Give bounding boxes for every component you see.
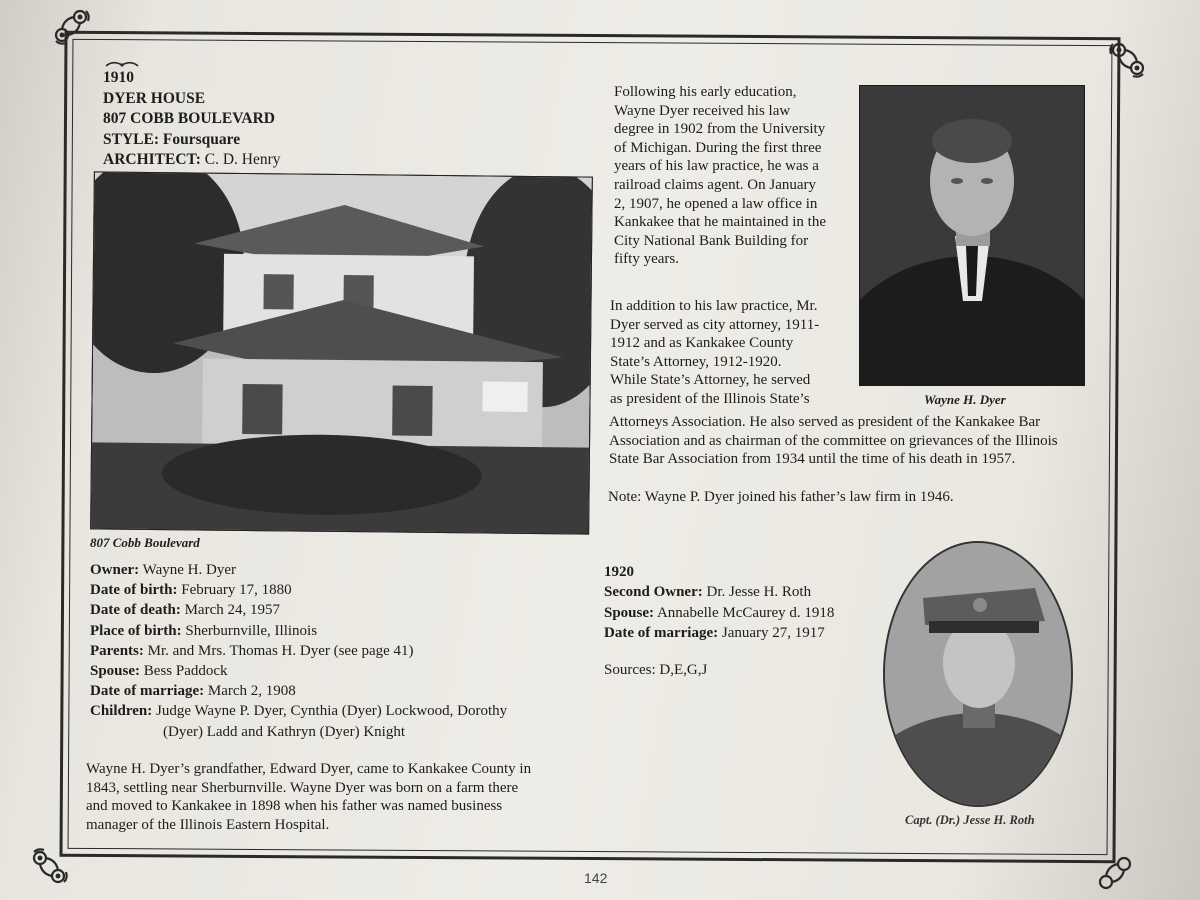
paragraph-line: Kankakee that he maintained in the <box>614 214 826 231</box>
education-paragraph <box>614 83 854 269</box>
paragraph-line: 2, 1907, he opened a law office in <box>614 195 818 212</box>
owner-value: Wayne H. Dyer <box>142 562 236 578</box>
second-owner-value: Dr. Jesse H. Roth <box>706 584 812 601</box>
house-heading <box>103 68 281 171</box>
second-owner-year <box>604 562 834 582</box>
marriage-value: March 2, 1908 <box>207 683 296 700</box>
second-owner-facts <box>604 562 834 643</box>
second-spouse-row <box>604 603 834 623</box>
second-owner-year-value: 1920 <box>604 564 634 580</box>
sources-line: Sources: D,E,G,J <box>604 662 708 678</box>
paragraph-line: Association and as chairman of the committee on grievances of the Illinois <box>609 432 1058 449</box>
paragraph-line: fifty years. <box>614 251 679 268</box>
spouse-label: Spouse: <box>90 663 141 680</box>
jesse-roth-portrait <box>883 541 1073 807</box>
paragraph-line: and moved to Kankakee in 1898 when his father was named business <box>86 798 503 815</box>
children-row-continued <box>90 722 507 742</box>
roth-portrait-caption: Capt. (Dr.) Jesse H. Roth <box>905 813 1035 827</box>
house-name: DYER HOUSE <box>103 89 206 107</box>
paragraph-line: Attorneys Association. He also served as president of the Kankakee Bar <box>609 414 1041 430</box>
birth-label: Date of birth: <box>90 582 178 599</box>
spouse-value: Bess Paddock <box>143 663 228 680</box>
parents-value: Mr. and Mrs. Thomas H. Dyer (see page 41) <box>147 642 414 659</box>
paragraph-line: Dyer served as city attorney, 1911- <box>610 316 820 333</box>
house-photo <box>90 171 593 534</box>
children-label: Children: <box>90 703 153 720</box>
career-paragraph <box>610 297 846 409</box>
paragraph-line: manager of the Illinois Eastern Hospital. <box>86 816 330 833</box>
paragraph-line: as president of the Illinois State’s <box>610 390 810 407</box>
wayne-portrait-caption: Wayne H. Dyer <box>924 392 1006 407</box>
grandfather-paragraph <box>86 760 586 834</box>
second-spouse-value: Annabelle McCaurey d. 1918 <box>656 604 835 621</box>
career-paragraph-continued <box>609 413 1089 469</box>
paragraph-line: railroad claims agent. On January <box>614 176 817 193</box>
house-style <box>103 130 281 151</box>
owner-label: Owner: <box>90 562 140 578</box>
paragraph-line: State Bar Association from 1934 until the time of his death in 1957. <box>609 451 1016 468</box>
architect-label: ARCHITECT: <box>103 151 201 168</box>
parents-label: Parents: <box>90 642 144 659</box>
style-label: STYLE: <box>103 130 159 148</box>
birthplace-value: Sherburnville, Illinois <box>185 622 318 639</box>
second-marriage-row <box>604 623 834 643</box>
paragraph-line: While State’s Attorney, he served <box>610 372 811 389</box>
corner-ornament-icon <box>50 5 96 51</box>
corner-ornament-icon <box>1103 38 1149 84</box>
paragraph-line: 1843, settling near Sherburnville. Wayne Dyer was born on a farm there <box>86 779 519 796</box>
paragraph-line: Wayne Dyer received his law <box>614 102 791 119</box>
paragraph-line: 1912 and as Kankakee County <box>610 335 794 352</box>
children-value-line1: Judge Wayne P. Dyer, Cynthia (Dyer) Lockwood, Dorothy <box>155 703 508 720</box>
second-owner-label: Second Owner: <box>604 584 703 601</box>
corner-ornament-icon <box>1090 848 1136 894</box>
paragraph-line: In addition to his law practice, Mr. <box>610 298 818 314</box>
paragraph-line: State’s Attorney, 1912-1920. <box>610 353 782 370</box>
style-value: Foursquare <box>162 130 241 148</box>
death-row <box>90 600 507 620</box>
death-label: Date of death: <box>90 602 181 619</box>
paragraph-line: degree in 1902 from the University <box>614 121 826 138</box>
birth-row <box>90 580 507 600</box>
birth-value: February 17, 1880 <box>181 582 292 599</box>
paragraph-line: years of his law practice, he was a <box>614 158 819 175</box>
owner-row <box>90 560 507 580</box>
children-row <box>90 701 507 721</box>
paragraph-line: of Michigan. During the first three <box>614 139 822 156</box>
architect-value: C. D. Henry <box>204 151 281 168</box>
house-address: 807 COBB BOULEVARD <box>103 110 275 127</box>
birthplace-label: Place of birth: <box>90 622 182 639</box>
parents-row <box>90 641 507 661</box>
second-marriage-value: January 27, 1917 <box>721 624 825 641</box>
marriage-label: Date of marriage: <box>90 683 205 700</box>
note-line: Note: Wayne P. Dyer joined his father’s law firm in 1946. <box>608 489 954 505</box>
marriage-row <box>90 681 507 701</box>
house-year: 1910 <box>103 69 134 86</box>
paragraph-line: City National Bank Building for <box>614 232 809 249</box>
birthplace-row <box>90 621 507 641</box>
owner-facts <box>90 560 507 742</box>
wayne-dyer-portrait <box>859 85 1085 386</box>
paragraph-line: Following his early education, <box>614 84 797 100</box>
children-value-line2: (Dyer) Ladd and Kathryn (Dyer) Knight <box>163 723 405 740</box>
death-value: March 24, 1957 <box>184 602 280 619</box>
page-number: 142 <box>584 870 608 886</box>
corner-ornament-icon <box>28 842 74 888</box>
house-architect <box>103 150 281 171</box>
second-spouse-label: Spouse: <box>604 604 655 621</box>
house-photo-caption: 807 Cobb Boulevard <box>90 535 200 550</box>
second-marriage-label: Date of marriage: <box>604 624 719 641</box>
spouse-row <box>90 661 507 681</box>
paragraph-line: Wayne H. Dyer’s grandfather, Edward Dyer, came to Kankakee County in <box>86 761 532 777</box>
second-owner-row <box>604 582 834 602</box>
